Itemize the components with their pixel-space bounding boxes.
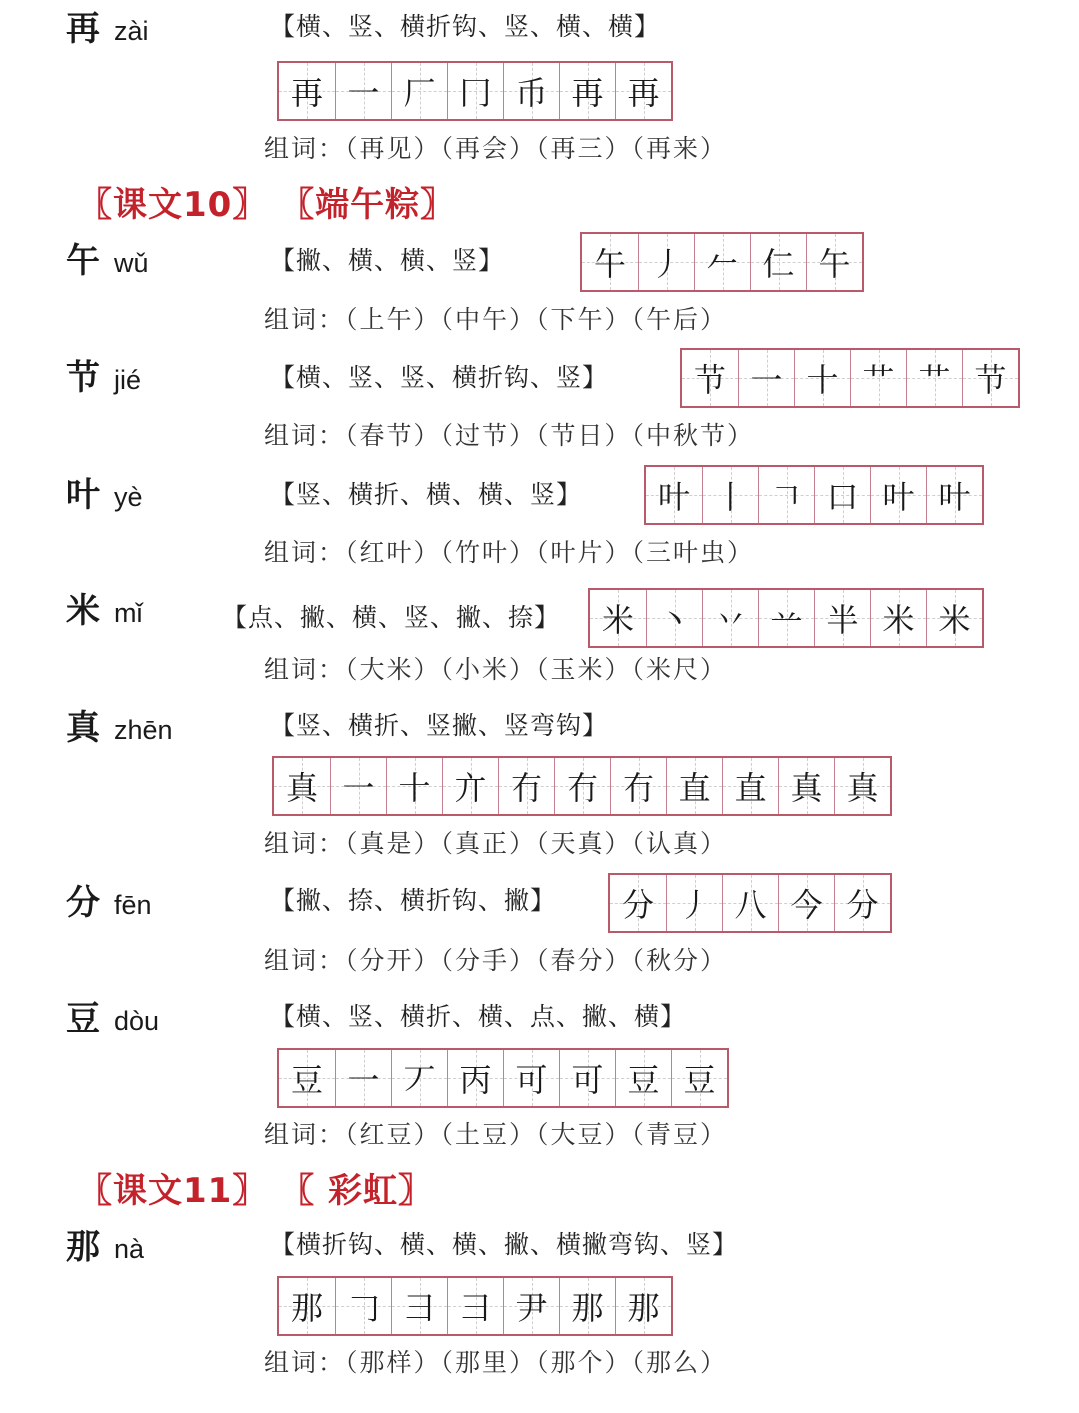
stroke-cell: 𠃌 xyxy=(335,1278,391,1334)
stroke-grid xyxy=(644,465,984,525)
stroke-cell: 米 xyxy=(870,590,926,646)
stroke-order-text: 【竖、横折、横、横、竖】 xyxy=(270,480,583,509)
stroke-cell: 豆 xyxy=(671,1050,727,1106)
word-list-label: 组词： xyxy=(264,946,346,975)
stroke-cell: 冇 xyxy=(610,758,666,814)
stroke-cell: 冇 xyxy=(498,758,554,814)
stroke-cell: 那 xyxy=(279,1278,335,1334)
stroke-cell: 可 xyxy=(503,1050,559,1106)
stroke-order-text: 【竖、横折、竖撇、竖弯钩】 xyxy=(270,711,609,740)
stroke-cell: 丿 xyxy=(666,875,722,931)
word-list-items: （分开）（分手）（春分）（秋分） xyxy=(345,946,728,975)
stroke-cell: 彐 xyxy=(391,1278,447,1334)
word-list-items: （真是）（真正）（天真）（认真） xyxy=(345,829,728,858)
pinyin: yè xyxy=(114,482,143,512)
word-list-items: （那样）（那里）（那个）（那么） xyxy=(345,1348,728,1377)
stroke-grid xyxy=(580,232,864,292)
character: 米 xyxy=(66,591,100,631)
stroke-cell: 午 xyxy=(806,234,862,290)
word-list-items: （红叶）（竹叶）（叶片）（三叶虫） xyxy=(345,538,755,567)
stroke-cell: 真 xyxy=(778,758,834,814)
stroke-cell: 币 xyxy=(503,63,559,119)
word-list xyxy=(264,948,727,973)
stroke-grid xyxy=(680,348,1020,408)
stroke-order-text: 【横折钩、横、横、撇、横撇弯钩、竖】 xyxy=(270,1230,739,1259)
stroke-cell: 十 xyxy=(794,350,850,406)
stroke-cell: 口 xyxy=(814,467,870,523)
character-header-jie xyxy=(66,358,142,398)
character: 节 xyxy=(66,358,100,398)
lesson-heading-10 xyxy=(78,185,456,225)
stroke-cell: 真 xyxy=(274,758,330,814)
stroke-cell: 节 xyxy=(962,350,1018,406)
stroke-cell: 丶 xyxy=(646,590,702,646)
stroke-cell: 直 xyxy=(722,758,778,814)
character-header-dou xyxy=(66,999,160,1039)
pinyin: jié xyxy=(114,365,142,395)
stroke-cell: 午 xyxy=(582,234,638,290)
stroke-cell: 冂 xyxy=(447,63,503,119)
word-list-label: 组词： xyxy=(264,1348,346,1377)
word-list-items: （再见）（再会）（再三）（再来） xyxy=(345,134,728,163)
stroke-order-text: 【撇、横、横、竖】 xyxy=(270,246,505,275)
character: 再 xyxy=(66,9,100,49)
word-list xyxy=(264,136,727,161)
stroke-cell: 冇 xyxy=(554,758,610,814)
stroke-order-text: 【横、竖、横折钩、竖、横、横】 xyxy=(270,12,661,41)
character: 分 xyxy=(66,883,100,923)
lesson-heading-11 xyxy=(78,1171,434,1211)
word-list-label: 组词： xyxy=(264,305,346,334)
word-list-label: 组词： xyxy=(264,421,346,450)
word-list-label: 组词： xyxy=(264,829,346,858)
pinyin: wǔ xyxy=(114,248,149,278)
stroke-grid xyxy=(277,1048,729,1108)
character: 真 xyxy=(66,708,100,748)
stroke-cell: 𠂉 xyxy=(694,234,750,290)
stroke-cell: 一 xyxy=(738,350,794,406)
stroke-cell: 䒑 xyxy=(758,590,814,646)
stroke-cell: 那 xyxy=(559,1278,615,1334)
character-header-fen xyxy=(66,883,152,923)
pinyin: dòu xyxy=(114,1006,160,1036)
lesson-title: 〖 彩虹〗 xyxy=(280,1171,434,1211)
stroke-cell: 仁 xyxy=(750,234,806,290)
word-list-items: （红豆）（土豆）（大豆）（青豆） xyxy=(345,1120,728,1149)
stroke-cell: 一 xyxy=(335,1050,391,1106)
character-header-mi xyxy=(66,591,143,631)
word-list-items: （大米）（小米）（玉米）（米尺） xyxy=(345,655,728,684)
stroke-cell: 叶 xyxy=(926,467,982,523)
character: 午 xyxy=(66,241,100,281)
character-header-ye xyxy=(66,475,143,515)
stroke-order-text: 【横、竖、竖、横折钩、竖】 xyxy=(270,363,609,392)
lesson-number: 〖课文11〗 xyxy=(78,1171,268,1211)
character: 豆 xyxy=(66,999,100,1039)
word-list-label: 组词： xyxy=(264,538,346,567)
word-list xyxy=(264,657,727,682)
lesson-number: 〖课文10〗 xyxy=(78,185,268,225)
stroke-cell: 可 xyxy=(559,1050,615,1106)
word-list-label: 组词： xyxy=(264,134,346,163)
stroke-cell: 半 xyxy=(814,590,870,646)
pinyin: nà xyxy=(114,1234,145,1264)
stroke-cell: 厂 xyxy=(391,63,447,119)
word-list-items: （春节）（过节）（节日）（中秋节） xyxy=(345,421,755,450)
stroke-order-text: 【点、撇、横、竖、撇、捺】 xyxy=(222,603,561,632)
pinyin: fēn xyxy=(114,890,152,920)
stroke-cell: 分 xyxy=(610,875,666,931)
stroke-cell: 那 xyxy=(615,1278,671,1334)
stroke-cell: 丆 xyxy=(391,1050,447,1106)
stroke-cell: 艹 xyxy=(906,350,962,406)
stroke-cell: 米 xyxy=(590,590,646,646)
stroke-cell: 直 xyxy=(666,758,722,814)
word-list xyxy=(264,1350,727,1375)
word-list-label: 组词： xyxy=(264,1120,346,1149)
stroke-cell: 豆 xyxy=(279,1050,335,1106)
stroke-cell: 叶 xyxy=(870,467,926,523)
stroke-grid xyxy=(272,756,892,816)
stroke-cell: 今 xyxy=(778,875,834,931)
stroke-cell: 真 xyxy=(834,758,890,814)
stroke-cell: 十 xyxy=(386,758,442,814)
stroke-cell: 一 xyxy=(330,758,386,814)
word-list-items: （上午）（中午）（下午）（午后） xyxy=(345,305,728,334)
word-list xyxy=(264,307,727,332)
stroke-cell: 丨 xyxy=(702,467,758,523)
word-list xyxy=(264,831,727,856)
stroke-cell: 再 xyxy=(279,63,335,119)
stroke-cell: 一 xyxy=(335,63,391,119)
word-list-label: 组词： xyxy=(264,655,346,684)
stroke-cell: 八 xyxy=(722,875,778,931)
stroke-cell: 𠃍 xyxy=(758,467,814,523)
pinyin: zài xyxy=(114,16,149,46)
lesson-title: 〖端午粽〗 xyxy=(280,185,456,225)
character-header-wu xyxy=(66,241,149,281)
stroke-cell: 分 xyxy=(834,875,890,931)
character-header-zhen xyxy=(66,708,173,748)
stroke-cell: 叶 xyxy=(646,467,702,523)
stroke-cell: 亣 xyxy=(442,758,498,814)
word-list xyxy=(264,423,754,448)
word-list xyxy=(264,540,754,565)
character-header-zai xyxy=(66,9,149,49)
stroke-cell: 尹 xyxy=(503,1278,559,1334)
stroke-cell: 丿 xyxy=(638,234,694,290)
character-header-na xyxy=(66,1227,145,1267)
word-list xyxy=(264,1122,727,1147)
pinyin: zhēn xyxy=(114,715,173,745)
stroke-order-text: 【撇、捺、横折钩、撇】 xyxy=(270,886,557,915)
stroke-cell: 豆 xyxy=(615,1050,671,1106)
stroke-grid xyxy=(588,588,984,648)
stroke-cell: 再 xyxy=(615,63,671,119)
stroke-grid xyxy=(277,1276,673,1336)
stroke-cell: 艹 xyxy=(850,350,906,406)
stroke-order-text: 【横、竖、横折、横、点、撇、横】 xyxy=(270,1002,687,1031)
pinyin: mǐ xyxy=(114,598,143,628)
stroke-cell: 丷 xyxy=(702,590,758,646)
stroke-grid xyxy=(277,61,673,121)
stroke-cell: 节 xyxy=(682,350,738,406)
stroke-cell: 米 xyxy=(926,590,982,646)
stroke-grid xyxy=(608,873,892,933)
character: 那 xyxy=(66,1227,100,1267)
character: 叶 xyxy=(66,475,100,515)
stroke-cell: 再 xyxy=(559,63,615,119)
stroke-cell: 丙 xyxy=(447,1050,503,1106)
stroke-cell: 彐 xyxy=(447,1278,503,1334)
